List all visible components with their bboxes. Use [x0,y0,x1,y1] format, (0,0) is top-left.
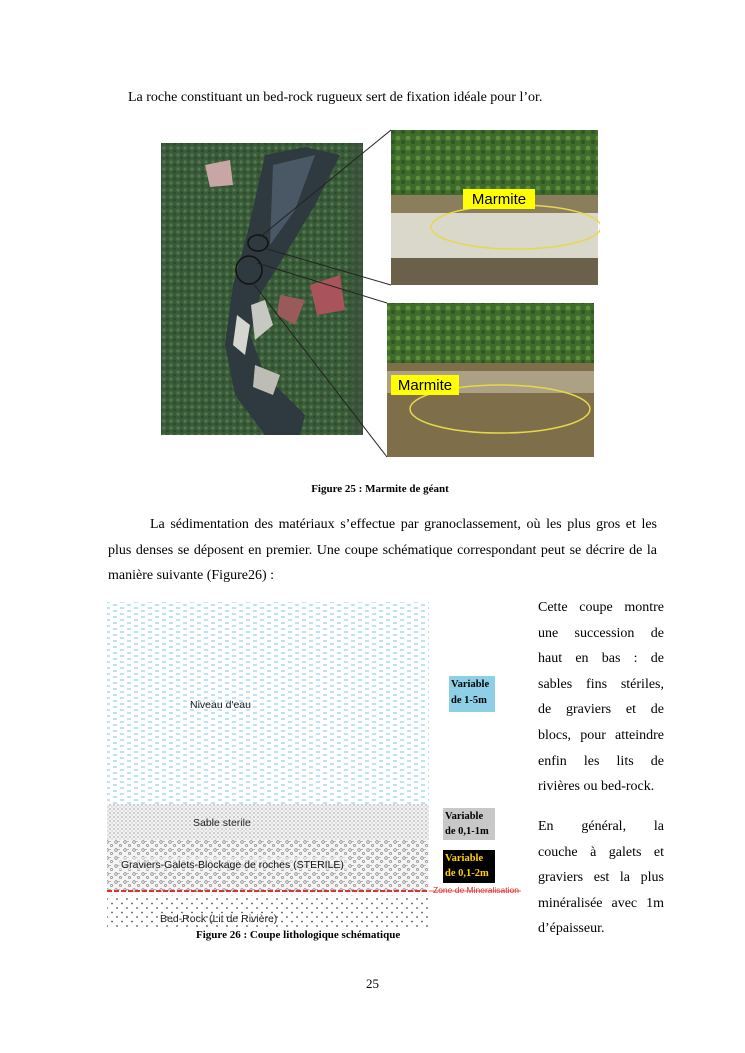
badge-gravel-line2: de 0,1-2m [445,868,489,879]
side-a-line: de graviers et de [538,702,664,718]
badge-water-line2: de 1-5m [451,695,487,706]
side-b-line: couche à galets et [538,844,664,860]
side-a-line: enfin les lits de [538,753,664,769]
gravel-layer-label: Graviers-Galets-Blockage de roches (STERILE) [121,859,344,871]
water-layer-label: Niveau d'eau [190,699,251,711]
side-b-line: d’épaisseur. [538,921,605,937]
badge-sand-line1: Variable [445,811,484,822]
side-a-line: haut en bas : de [538,651,664,667]
marmite-label-top: Marmite [471,191,527,208]
side-b-line: graviers est la plus [538,870,664,886]
badge-water-line1: Variable [451,679,490,690]
badge-sand-depth [443,808,495,840]
side-a-line: rivières ou bed-rock. [538,779,655,795]
side-b-line: minéralisée avec 1m [538,895,664,911]
satellite-map [161,143,363,435]
figure-25-caption: Figure 25 : Marmite de géant [311,483,449,495]
side-a-line: une succession de [538,625,664,641]
badge-gravel-depth [443,850,495,883]
mineralisation-label: Zone de Mineralisation [433,885,519,895]
side-b-line: En général, la [538,819,664,834]
side-a-line: blocs, pour atteindre [538,727,664,743]
badge-sand-line2: de 0,1-1m [445,826,489,837]
bedrock-layer-label: Bed-Rock (Lit de Rivière) [160,913,278,925]
side-a-line: sables fins stériles, [538,676,664,692]
sand-layer [107,804,429,840]
side-a-line: Cette coupe montre [538,600,664,615]
badge-water-depth [449,676,495,712]
body-paragraph [108,512,657,589]
side-text-a [538,595,664,800]
water-layer [107,602,429,804]
figure-25 [155,125,600,460]
side-text-b [538,814,664,942]
figure-26-caption: Figure 26 : Coupe lithologique schématique [196,929,401,941]
body-paragraph-text: La sédimentation des matériaux s’effectue par granoclassement, où les plus gros et les plus denses se déposent en premier. Une coupe schématique correspondant peut se décrire de la manière suivante (Figure26) : [108,517,657,583]
photo-bottom [387,303,594,457]
sand-layer-label: Sable sterile [193,817,251,829]
marmite-label-bottom: Marmite [397,377,453,394]
page-number: 25 [366,976,379,991]
photo-top [391,130,600,285]
intro-sentence: La roche constituant un bed-rock rugueux sert de fixation idéale pour l’or. [128,90,543,105]
badge-gravel-line1: Variable [445,853,484,864]
